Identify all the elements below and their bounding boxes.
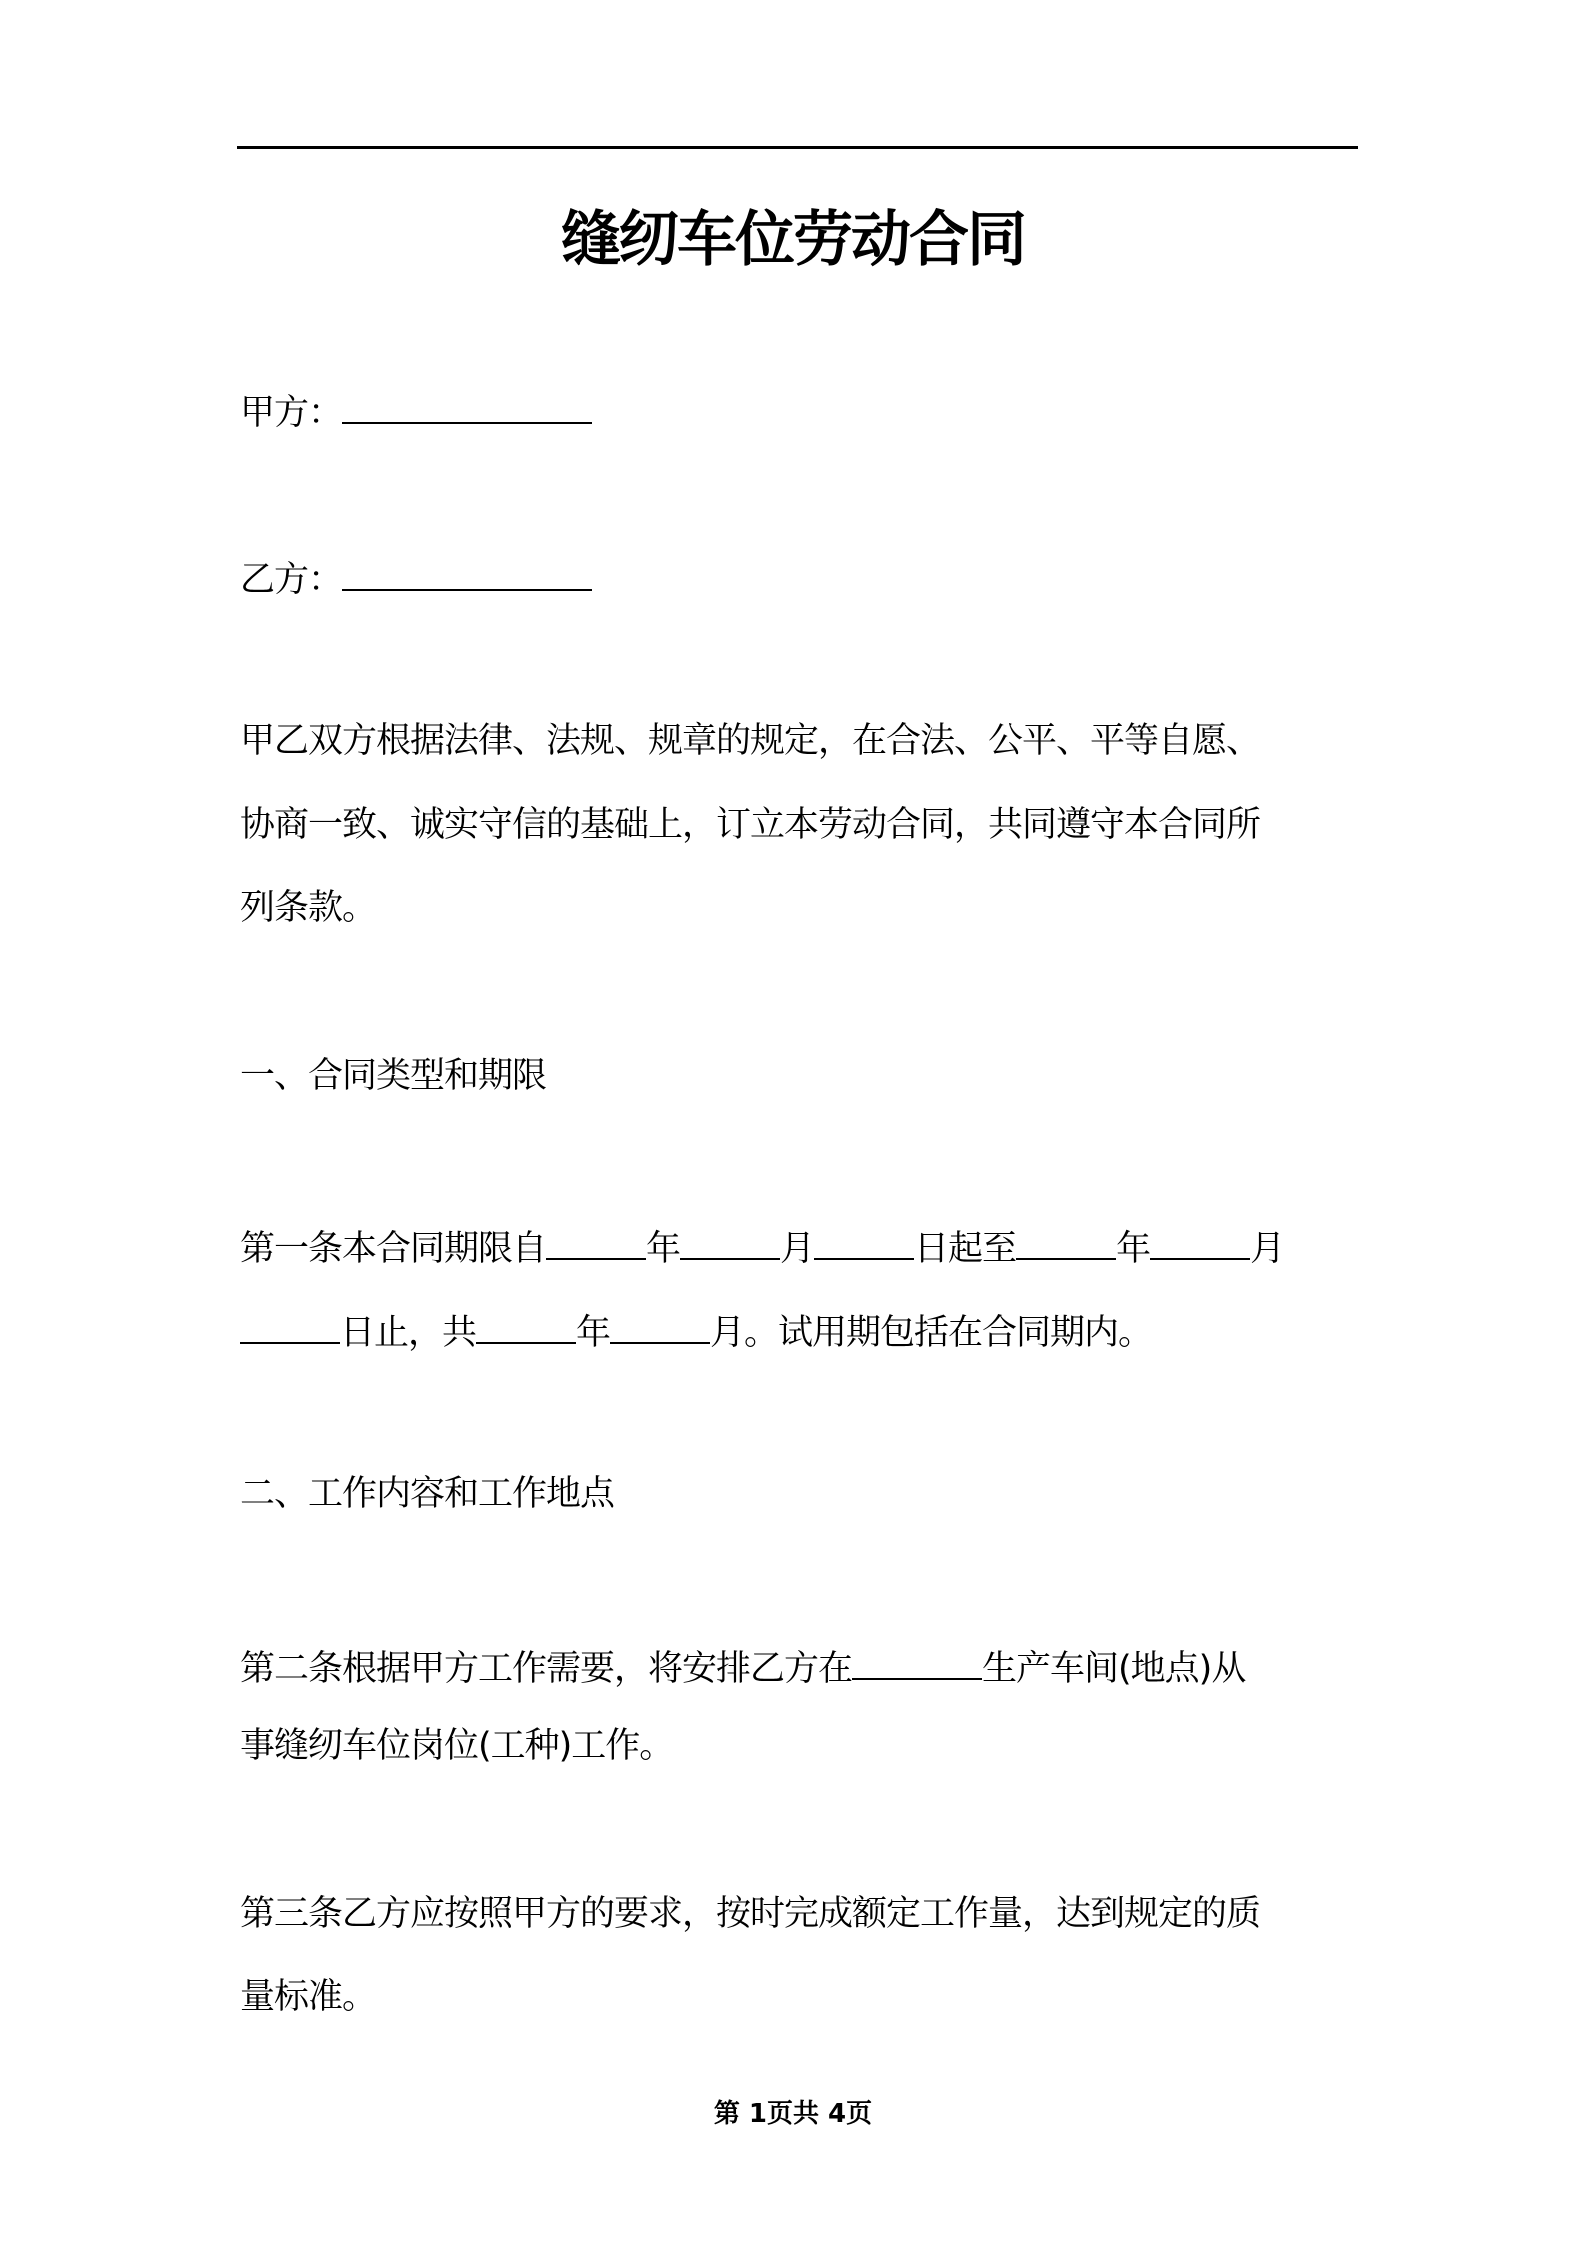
text: 月。试用期包括在合同期内。 (710, 1313, 1153, 1353)
article-3-line: 第三条乙方应按照甲方的要求，按时完成额定工作量，达到规定的质 (240, 1894, 1261, 1934)
article-1-line (240, 1302, 1152, 1358)
preamble-line: 列条款。 (240, 888, 377, 928)
party-a-blank[interactable] (342, 382, 592, 424)
article-1-line (240, 1218, 1284, 1274)
preamble-line: 甲乙双方根据法律、法规、规章的规定，在合法、公平、平等自愿、 (240, 721, 1261, 761)
section-heading: 二、工作内容和工作地点 (240, 1474, 615, 1514)
article-3-line: 量标准。 (240, 1977, 377, 2017)
header-rule (237, 146, 1358, 149)
text: 月 (1250, 1229, 1285, 1269)
start-month-blank[interactable] (680, 1218, 780, 1260)
article-2-line (240, 1638, 1245, 1694)
section-heading: 一、合同类型和期限 (240, 1056, 547, 1096)
text: 年 (576, 1313, 611, 1353)
party-b-blank[interactable] (342, 549, 592, 591)
party-a-line (240, 382, 592, 438)
text: 第二条根据甲方工作需要，将安排乙方在 (240, 1649, 853, 1689)
article-2-line: 事缝纫车位岗位(工种)工作。 (240, 1726, 674, 1766)
preamble-line: 协商一致、诚实守信的基础上，订立本劳动合同，共同遵守本合同所 (240, 805, 1261, 845)
party-b-label: 乙方： (240, 560, 343, 600)
document-title: 缝纫车位劳动合同 (561, 205, 1025, 275)
start-year-blank[interactable] (546, 1218, 646, 1260)
end-year-blank[interactable] (1016, 1218, 1116, 1260)
end-day-blank[interactable] (240, 1302, 340, 1344)
start-day-blank[interactable] (814, 1218, 914, 1260)
workshop-blank[interactable] (852, 1638, 982, 1680)
text: 日止，共 (340, 1313, 477, 1353)
end-month-blank[interactable] (1150, 1218, 1250, 1260)
text: 生产车间(地点)从 (982, 1649, 1246, 1689)
text: 日起至 (914, 1229, 1017, 1269)
party-b-line (240, 549, 592, 605)
page-number: 第 1页共 4页 (713, 2099, 873, 2129)
text: 年 (1116, 1229, 1151, 1269)
text: 第一条本合同期限自 (240, 1229, 547, 1269)
total-months-blank[interactable] (610, 1302, 710, 1344)
party-a-label: 甲方： (240, 393, 343, 433)
total-years-blank[interactable] (476, 1302, 576, 1344)
text: 月 (780, 1229, 815, 1269)
text: 年 (646, 1229, 681, 1269)
